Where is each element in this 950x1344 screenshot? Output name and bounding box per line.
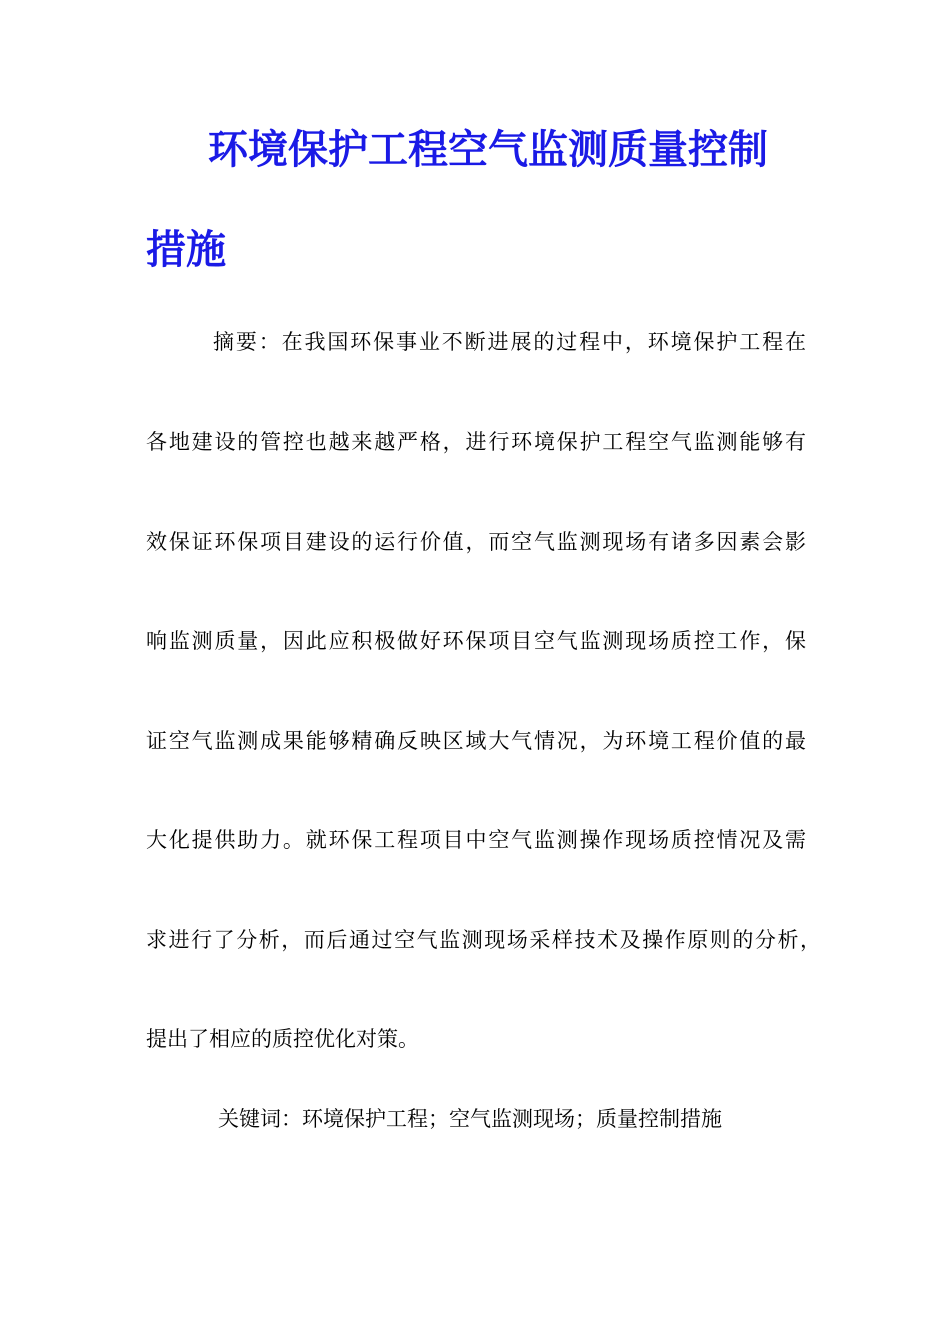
document-title-line-1: 环境保护工程空气监测质量控制 — [208, 126, 768, 173]
abstract-line-8: 提出了相应的质控优化对策。 — [146, 1027, 419, 1051]
document-title-line-2: 措施 — [146, 226, 226, 273]
abstract-line-2: 各地建设的管控也越来越严格，进行环境保护工程空气监测能够有 — [146, 430, 806, 454]
abstract-line-1: 摘要：在我国环保事业不断进展的过程中，环境保护工程在 — [213, 330, 806, 354]
abstract-line-6: 大化提供助力。就环保工程项目中空气监测操作现场质控情况及需 — [146, 828, 806, 852]
abstract-line-3: 效保证环保项目建设的运行价值，而空气监测现场有诸多因素会影 — [146, 530, 806, 554]
abstract-line-5: 证空气监测成果能够精确反映区域大气情况，为环境工程价值的最 — [146, 729, 806, 753]
abstract-line-4: 响监测质量，因此应积极做好环保项目空气监测现场质控工作，保 — [146, 629, 806, 653]
keywords-line: 关键词：环境保护工程；空气监测现场；质量控制措施 — [218, 1107, 722, 1131]
abstract-line-7: 求进行了分析，而后通过空气监测现场采样技术及操作原则的分析， — [146, 928, 821, 952]
